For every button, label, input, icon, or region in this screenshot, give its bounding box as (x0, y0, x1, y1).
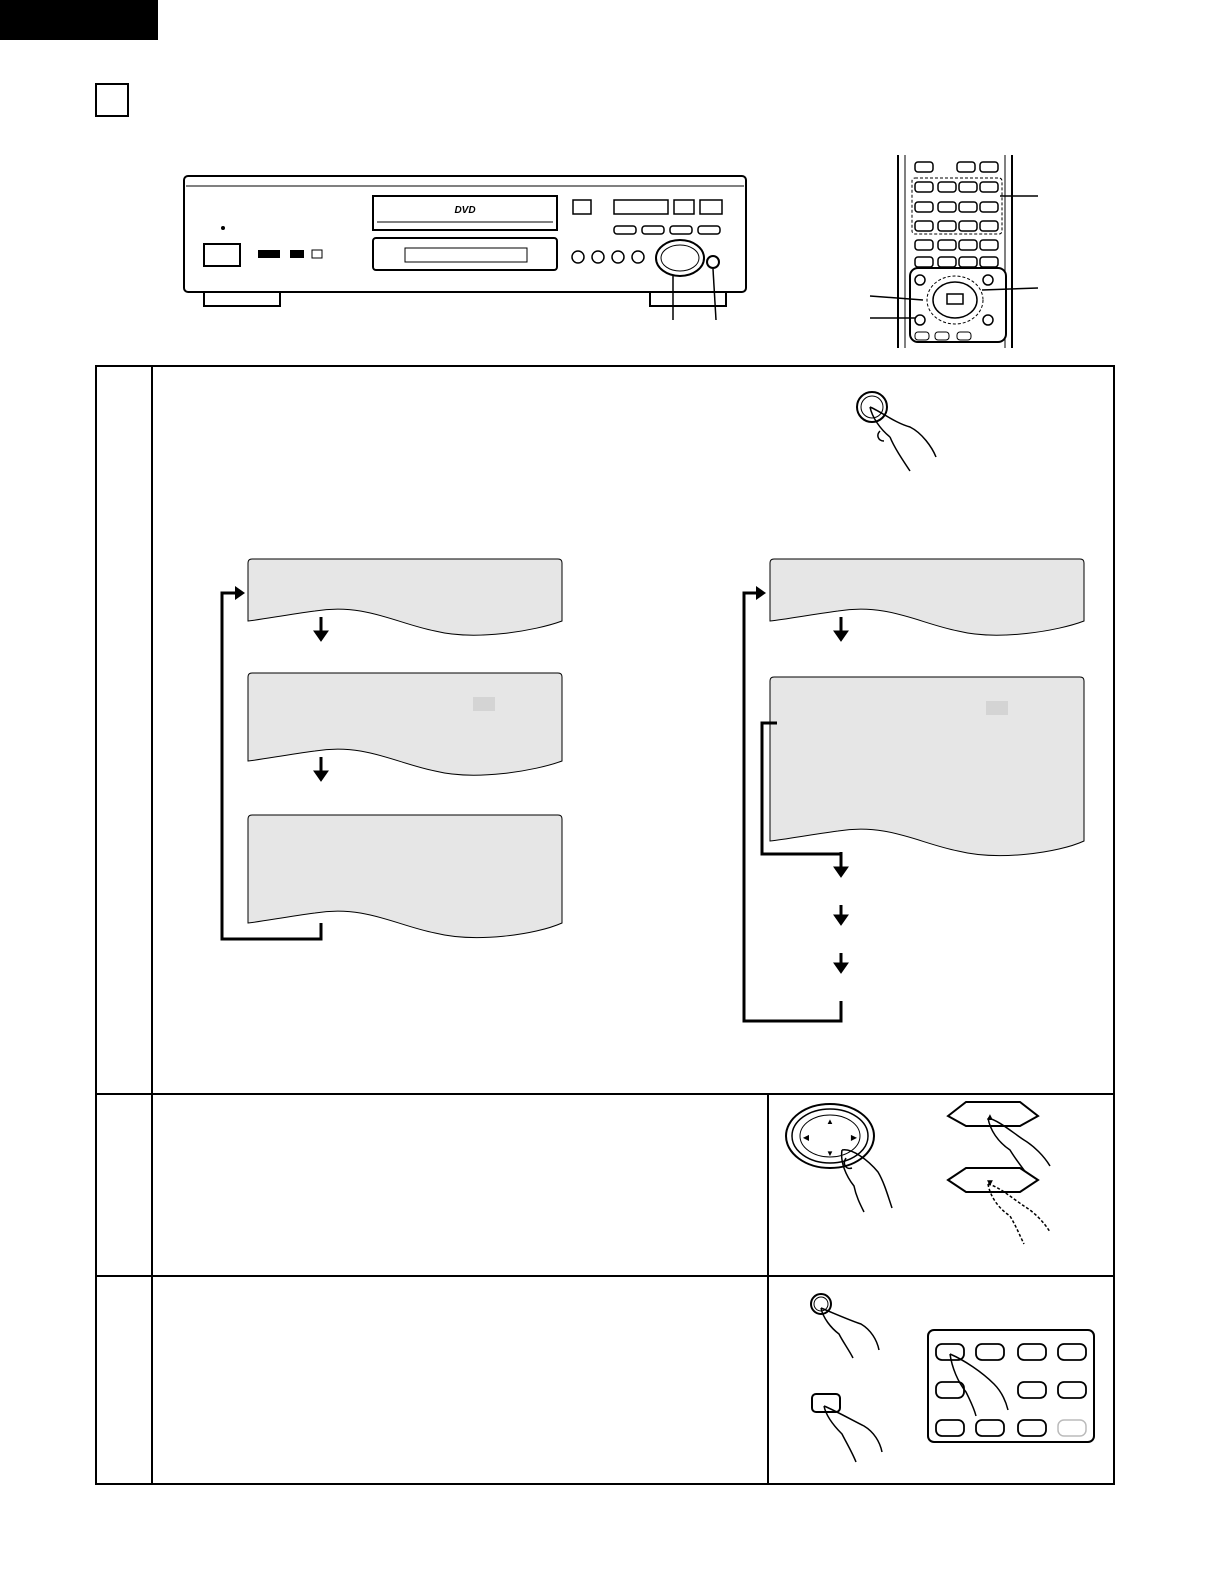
svg-text:▼: ▼ (985, 1178, 995, 1189)
pressing-hand-icon (805, 1290, 885, 1360)
svg-text:▲: ▲ (826, 1117, 834, 1126)
row-divider (97, 1093, 1113, 1095)
remote-control-icon (860, 150, 1040, 350)
left-screen-flow-diagram (215, 555, 570, 950)
dvd-player-front-panel-icon (180, 172, 750, 322)
svg-text:◀: ◀ (802, 1133, 810, 1142)
step-column-divider (151, 367, 153, 1483)
page-tab-marker (0, 0, 158, 40)
svg-text:DVD: DVD (454, 205, 476, 216)
illustration-column-divider (767, 1093, 769, 1483)
section-marker-box (95, 83, 129, 117)
row-divider (97, 1275, 1113, 1277)
pressing-hand-icon (850, 385, 950, 480)
svg-text:▼: ▼ (826, 1149, 834, 1158)
up-down-buttons-icon (940, 1098, 1060, 1248)
pressing-hand-icon (808, 1390, 888, 1465)
svg-text:▶: ▶ (850, 1133, 858, 1142)
right-screen-flow-diagram (740, 555, 1090, 1027)
cursor-jog-dial-icon (780, 1100, 910, 1215)
svg-text:▲: ▲ (985, 1112, 995, 1123)
number-keypad-icon (926, 1328, 1098, 1446)
